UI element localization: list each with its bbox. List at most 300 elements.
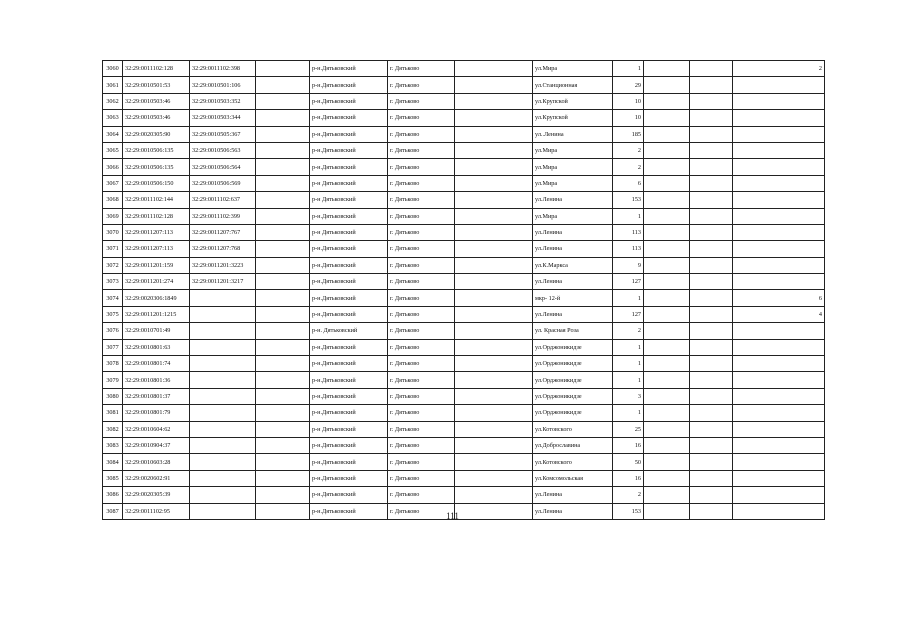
- cell-cadastral-number-2: 32:29:0011207:768: [190, 241, 256, 257]
- cell-district: р-н.Дятьковский: [310, 142, 388, 158]
- cell-blank-col: [256, 142, 310, 158]
- cell-blank-col-3: [644, 421, 690, 437]
- cell-blank-col-4: [690, 388, 733, 404]
- cell-blank-col-3: [644, 142, 690, 158]
- cell-apartment-number: 4: [733, 306, 825, 322]
- cell-city: г. Дятьково: [388, 405, 455, 421]
- cell-district: р-н.Дятьковский: [310, 110, 388, 126]
- cell-blank-col: [256, 126, 310, 142]
- cell-cadastral-number: 32:29:0020305:39: [123, 487, 190, 503]
- cell-blank-col-3: [644, 470, 690, 486]
- cell-apartment-number: [733, 241, 825, 257]
- cell-row-number: 3087: [103, 503, 123, 519]
- cell-blank-col: [256, 274, 310, 290]
- cell-blank-col: [256, 241, 310, 257]
- cell-district: р-н Дятьковский: [310, 192, 388, 208]
- cell-house-number: 113: [613, 241, 644, 257]
- cell-city: г. Дятьково: [388, 323, 455, 339]
- cell-blank-col-2: [455, 110, 533, 126]
- cell-blank-col-4: [690, 421, 733, 437]
- cell-blank-col-3: [644, 487, 690, 503]
- cell-district: р-н.Дятьковский: [310, 93, 388, 109]
- cell-cadastral-number: 32:29:0010801:74: [123, 356, 190, 372]
- cell-blank-col-3: [644, 372, 690, 388]
- cell-cadastral-number: 32:29:0010701:49: [123, 323, 190, 339]
- cell-house-number: 1: [613, 208, 644, 224]
- cell-house-number: 127: [613, 274, 644, 290]
- cell-blank-col-2: [455, 470, 533, 486]
- cell-blank-col: [256, 159, 310, 175]
- cell-apartment-number: [733, 93, 825, 109]
- table-row: [103, 290, 825, 306]
- cell-cadastral-number: 32:29:0010501:53: [123, 77, 190, 93]
- table-row: [103, 356, 825, 372]
- cell-cadastral-number: 32:29:0011102:95: [123, 503, 190, 519]
- cell-street: ул.Орджоникидзе: [533, 388, 613, 404]
- cell-blank-col-4: [690, 159, 733, 175]
- cell-blank-col-2: [455, 142, 533, 158]
- cell-blank-col-4: [690, 306, 733, 322]
- cell-blank-col: [256, 110, 310, 126]
- cell-blank-col-4: [690, 93, 733, 109]
- cell-blank-col: [256, 77, 310, 93]
- cell-district: р-н Дятьковский: [310, 421, 388, 437]
- cell-cadastral-number: 32:29:0010503:46: [123, 93, 190, 109]
- cell-blank-col-4: [690, 61, 733, 77]
- cell-cadastral-number: 32:29:0010503:46: [123, 110, 190, 126]
- cell-blank-col: [256, 421, 310, 437]
- cell-cadastral-number: 32:29:0010506:135: [123, 159, 190, 175]
- cell-blank-col: [256, 487, 310, 503]
- cell-blank-col-4: [690, 257, 733, 273]
- cell-cadastral-number: 32:29:0011201:1215: [123, 306, 190, 322]
- cell-blank-col-2: [455, 454, 533, 470]
- cell-cadastral-number: 32:29:0010603:28: [123, 454, 190, 470]
- register-table: [102, 60, 825, 520]
- cell-house-number: 1: [613, 339, 644, 355]
- cell-cadastral-number-2: 32:29:0010501:106: [190, 77, 256, 93]
- cell-cadastral-number: 32:29:0020306:1849: [123, 290, 190, 306]
- cell-apartment-number: 6: [733, 290, 825, 306]
- cell-district: р-н.Дятьковский: [310, 274, 388, 290]
- cell-blank-col-3: [644, 388, 690, 404]
- cell-apartment-number: [733, 257, 825, 273]
- cell-city: г. Дятьково: [388, 192, 455, 208]
- cell-street: ул.Орджоникидзе: [533, 356, 613, 372]
- cell-district: р-н.Дятьковский: [310, 208, 388, 224]
- cell-cadastral-number: 32:29:0010801:37: [123, 388, 190, 404]
- cell-cadastral-number-2: [190, 470, 256, 486]
- cell-cadastral-number-2: [190, 454, 256, 470]
- cell-house-number: 6: [613, 175, 644, 191]
- table-row: [103, 388, 825, 404]
- cell-street: ул.Ленина: [533, 487, 613, 503]
- cell-cadastral-number: 32:29:0010506:150: [123, 175, 190, 191]
- cell-row-number: 3081: [103, 405, 123, 421]
- cell-district: р-н.Дятьковский: [310, 503, 388, 519]
- cell-city: г. Дятьково: [388, 372, 455, 388]
- cell-house-number: 153: [613, 192, 644, 208]
- cell-city: г. Дятьково: [388, 77, 455, 93]
- cell-blank-col: [256, 372, 310, 388]
- table-row: [103, 208, 825, 224]
- cell-district: р-н.Дятьковский: [310, 356, 388, 372]
- cell-blank-col: [256, 208, 310, 224]
- cell-house-number: 29: [613, 77, 644, 93]
- cell-blank-col-2: [455, 388, 533, 404]
- cell-cadastral-number-2: [190, 405, 256, 421]
- cell-city: г. Дятьково: [388, 257, 455, 273]
- cell-blank-col-3: [644, 77, 690, 93]
- cell-cadastral-number-2: [190, 290, 256, 306]
- cell-blank-col-2: [455, 126, 533, 142]
- cell-apartment-number: [733, 208, 825, 224]
- cell-house-number: 153: [613, 503, 644, 519]
- table-row: [103, 192, 825, 208]
- cell-apartment-number: [733, 142, 825, 158]
- cell-city: г. Дятьково: [388, 339, 455, 355]
- cell-blank-col: [256, 192, 310, 208]
- cell-blank-col: [256, 93, 310, 109]
- table-row: [103, 437, 825, 453]
- cell-blank-col-4: [690, 175, 733, 191]
- cell-cadastral-number-2: [190, 356, 256, 372]
- cell-apartment-number: [733, 470, 825, 486]
- cell-street: ул.Мира: [533, 61, 613, 77]
- cell-house-number: 1: [613, 405, 644, 421]
- cell-row-number: 3067: [103, 175, 123, 191]
- cell-street: ул.К.Маркса: [533, 257, 613, 273]
- cell-house-number: 1: [613, 290, 644, 306]
- cell-street: ул.Котовского: [533, 454, 613, 470]
- cell-blank-col-2: [455, 77, 533, 93]
- cell-house-number: 1: [613, 372, 644, 388]
- cell-blank-col: [256, 388, 310, 404]
- table-row: [103, 159, 825, 175]
- cell-blank-col-4: [690, 274, 733, 290]
- cell-blank-col-3: [644, 159, 690, 175]
- cell-blank-col-2: [455, 339, 533, 355]
- cell-cadastral-number: 32:29:0020602:91: [123, 470, 190, 486]
- cell-blank-col-2: [455, 421, 533, 437]
- cell-row-number: 3066: [103, 159, 123, 175]
- cell-district: р-н Дятьковский: [310, 224, 388, 240]
- cell-street: ул.Ленина: [533, 274, 613, 290]
- cell-blank-col-2: [455, 257, 533, 273]
- cell-street: ул.Орджоникидзе: [533, 339, 613, 355]
- cell-city: г. Дятьково: [388, 388, 455, 404]
- cell-city: г. Дятьково: [388, 142, 455, 158]
- cell-apartment-number: [733, 356, 825, 372]
- cell-blank-col-3: [644, 356, 690, 372]
- cell-city: г. Дятьково: [388, 175, 455, 191]
- cell-blank-col-3: [644, 241, 690, 257]
- cell-blank-col-4: [690, 77, 733, 93]
- cell-blank-col-4: [690, 290, 733, 306]
- cell-city: г. Дятьково: [388, 290, 455, 306]
- cell-blank-col: [256, 224, 310, 240]
- cell-blank-col: [256, 175, 310, 191]
- cell-cadastral-number: 32:29:0011201:159: [123, 257, 190, 273]
- cell-street: ул.Орджоникидзе: [533, 405, 613, 421]
- cell-row-number: 3065: [103, 142, 123, 158]
- cell-blank-col-2: [455, 224, 533, 240]
- cell-row-number: 3063: [103, 110, 123, 126]
- table-row: [103, 61, 825, 77]
- cell-house-number: 2: [613, 323, 644, 339]
- cell-blank-col-2: [455, 208, 533, 224]
- cell-blank-col-2: [455, 192, 533, 208]
- cell-blank-col-3: [644, 224, 690, 240]
- cell-street: ул.Ленина: [533, 192, 613, 208]
- cell-apartment-number: [733, 405, 825, 421]
- cell-street: ул.Ленина: [533, 224, 613, 240]
- cell-row-number: 3082: [103, 421, 123, 437]
- cell-blank-col-4: [690, 224, 733, 240]
- cell-cadastral-number: 32:29:0011207:113: [123, 241, 190, 257]
- cell-row-number: 3076: [103, 323, 123, 339]
- table-row: [103, 142, 825, 158]
- cell-district: р-н.Дятьковский: [310, 339, 388, 355]
- cell-apartment-number: [733, 274, 825, 290]
- cell-blank-col-2: [455, 437, 533, 453]
- cell-district: р-н.Дятьковский: [310, 159, 388, 175]
- cell-district: р-н.Дятьковский: [310, 437, 388, 453]
- table-row: [103, 454, 825, 470]
- cell-apartment-number: [733, 323, 825, 339]
- cell-street: ул..Ленина: [533, 126, 613, 142]
- cell-house-number: 2: [613, 142, 644, 158]
- cell-blank-col-4: [690, 208, 733, 224]
- cell-apartment-number: [733, 175, 825, 191]
- cell-row-number: 3083: [103, 437, 123, 453]
- cell-row-number: 3073: [103, 274, 123, 290]
- cell-blank-col-2: [455, 290, 533, 306]
- cell-blank-col-4: [690, 126, 733, 142]
- cell-blank-col-2: [455, 274, 533, 290]
- cell-blank-col-4: [690, 339, 733, 355]
- cell-blank-col-3: [644, 61, 690, 77]
- cell-blank-col: [256, 323, 310, 339]
- cell-blank-col: [256, 405, 310, 421]
- cell-district: р-н Дятьковский: [310, 175, 388, 191]
- table-row: [103, 110, 825, 126]
- table-row: [103, 323, 825, 339]
- cell-cadastral-number: 32:29:0010801:36: [123, 372, 190, 388]
- cell-row-number: 3086: [103, 487, 123, 503]
- cell-apartment-number: [733, 77, 825, 93]
- cell-blank-col-2: [455, 356, 533, 372]
- table-row: [103, 224, 825, 240]
- cell-blank-col-4: [690, 323, 733, 339]
- table-row: [103, 487, 825, 503]
- cell-city: г. Дятьково: [388, 356, 455, 372]
- cell-cadastral-number: 32:29:0011201:274: [123, 274, 190, 290]
- cell-house-number: 1: [613, 356, 644, 372]
- cell-district: р-н.Дятьковский: [310, 257, 388, 273]
- cell-blank-col-4: [690, 470, 733, 486]
- cell-apartment-number: [733, 454, 825, 470]
- cell-district: р-н.Дятьковский: [310, 306, 388, 322]
- cell-row-number: 3072: [103, 257, 123, 273]
- cell-house-number: 25: [613, 421, 644, 437]
- cell-house-number: 185: [613, 126, 644, 142]
- cell-street: ул.Доброславина: [533, 437, 613, 453]
- table-row: [103, 175, 825, 191]
- cell-apartment-number: [733, 192, 825, 208]
- cell-district: р-н.Дятьковский: [310, 388, 388, 404]
- cell-city: г. Дятьково: [388, 208, 455, 224]
- cell-blank-col-4: [690, 437, 733, 453]
- cell-cadastral-number: 32:29:0010904:37: [123, 437, 190, 453]
- cell-blank-col-3: [644, 290, 690, 306]
- cell-street: ул.Крупской: [533, 93, 613, 109]
- cell-district: р-н. Дятьковский: [310, 323, 388, 339]
- cell-house-number: 9: [613, 257, 644, 273]
- cell-blank-col: [256, 290, 310, 306]
- table-row: [103, 372, 825, 388]
- cell-cadastral-number-2: 32:29:0011102:399: [190, 208, 256, 224]
- cell-apartment-number: [733, 487, 825, 503]
- cell-house-number: 10: [613, 110, 644, 126]
- cell-blank-col: [256, 454, 310, 470]
- cell-blank-col-2: [455, 372, 533, 388]
- cell-street: ул.Ленина: [533, 503, 613, 519]
- cell-street: ул.Ленина: [533, 306, 613, 322]
- cell-cadastral-number-2: 32:29:0010505:367: [190, 126, 256, 142]
- cell-cadastral-number: 32:29:0011102:128: [123, 61, 190, 77]
- cell-blank-col-4: [690, 192, 733, 208]
- cell-apartment-number: [733, 339, 825, 355]
- cell-blank-col-2: [455, 61, 533, 77]
- cell-apartment-number: [733, 421, 825, 437]
- cell-row-number: 3068: [103, 192, 123, 208]
- cell-apartment-number: [733, 388, 825, 404]
- cell-cadastral-number-2: [190, 339, 256, 355]
- cell-blank-col: [256, 257, 310, 273]
- cell-blank-col-3: [644, 454, 690, 470]
- cell-cadastral-number: 32:29:0010801:79: [123, 405, 190, 421]
- cell-district: р-н.Дятьковский: [310, 290, 388, 306]
- cell-house-number: 16: [613, 437, 644, 453]
- cell-cadastral-number-2: [190, 487, 256, 503]
- cell-street: ул.Ленина: [533, 241, 613, 257]
- cell-city: г. Дятьково: [388, 241, 455, 257]
- cell-district: р-н.Дятьковский: [310, 241, 388, 257]
- cell-cadastral-number-2: [190, 323, 256, 339]
- cell-blank-col-4: [690, 372, 733, 388]
- cell-row-number: 3079: [103, 372, 123, 388]
- cell-row-number: 3060: [103, 61, 123, 77]
- cell-house-number: 2: [613, 159, 644, 175]
- cell-row-number: 3080: [103, 388, 123, 404]
- cell-blank-col-3: [644, 257, 690, 273]
- cell-cadastral-number-2: [190, 421, 256, 437]
- cell-row-number: 3074: [103, 290, 123, 306]
- cell-cadastral-number-2: [190, 372, 256, 388]
- cell-house-number: 113: [613, 224, 644, 240]
- cell-city: г. Дятьково: [388, 126, 455, 142]
- cell-city: г. Дятьково: [388, 421, 455, 437]
- cell-row-number: 3071: [103, 241, 123, 257]
- cell-city: г. Дятьково: [388, 224, 455, 240]
- cell-blank-col-4: [690, 110, 733, 126]
- cell-house-number: 50: [613, 454, 644, 470]
- cell-blank-col-3: [644, 192, 690, 208]
- cell-city: г. Дятьково: [388, 454, 455, 470]
- cell-district: р-н.Дятьковский: [310, 454, 388, 470]
- page-number: 111: [446, 511, 459, 521]
- table-row: [103, 339, 825, 355]
- cell-street: ул.Мира: [533, 159, 613, 175]
- cell-cadastral-number-2: 32:29:0010506:569: [190, 175, 256, 191]
- cell-blank-col-4: [690, 454, 733, 470]
- cell-row-number: 3075: [103, 306, 123, 322]
- cell-row-number: 3062: [103, 93, 123, 109]
- table-row: [103, 126, 825, 142]
- cell-blank-col-2: [455, 159, 533, 175]
- cell-street: мкр- 12-й: [533, 290, 613, 306]
- cell-cadastral-number-2: 32:29:0011102:398: [190, 61, 256, 77]
- cell-apartment-number: 2: [733, 61, 825, 77]
- cell-district: р-н.Дятьковский: [310, 61, 388, 77]
- cell-blank-col-3: [644, 274, 690, 290]
- cell-city: г. Дятьково: [388, 159, 455, 175]
- cell-city: г. Дятьково: [388, 274, 455, 290]
- cell-apartment-number: [733, 224, 825, 240]
- cell-cadastral-number: 32:29:0010506:135: [123, 142, 190, 158]
- cell-blank-col-3: [644, 339, 690, 355]
- cell-street: ул.Станционная: [533, 77, 613, 93]
- table-row: [103, 421, 825, 437]
- cell-city: г. Дятьково: [388, 437, 455, 453]
- cell-cadastral-number-2: [190, 306, 256, 322]
- cell-cadastral-number: 32:29:0011102:144: [123, 192, 190, 208]
- cell-row-number: 3064: [103, 126, 123, 142]
- cell-blank-col: [256, 306, 310, 322]
- cell-blank-col-3: [644, 306, 690, 322]
- cell-apartment-number: [733, 437, 825, 453]
- cell-blank-col-3: [644, 208, 690, 224]
- cell-cadastral-number: 32:29:0011102:128: [123, 208, 190, 224]
- cell-city: г. Дятьково: [388, 503, 455, 519]
- table-row: [103, 77, 825, 93]
- cell-city: г. Дятьково: [388, 61, 455, 77]
- cell-row-number: 3077: [103, 339, 123, 355]
- cell-district: р-н.Дятьковский: [310, 77, 388, 93]
- cell-blank-col-2: [455, 175, 533, 191]
- cell-city: г. Дятьково: [388, 93, 455, 109]
- cell-cadastral-number-2: 32:29:0011102:637: [190, 192, 256, 208]
- cell-blank-col-2: [455, 487, 533, 503]
- cell-cadastral-number: 32:29:0011207:113: [123, 224, 190, 240]
- cell-district: р-н.Дятьковский: [310, 126, 388, 142]
- cell-row-number: 3084: [103, 454, 123, 470]
- cell-street: ул.Мира: [533, 208, 613, 224]
- cell-street: ул.Комсомольская: [533, 470, 613, 486]
- cell-cadastral-number-2: 32:29:0010503:352: [190, 93, 256, 109]
- table-row: [103, 306, 825, 322]
- cell-row-number: 3061: [103, 77, 123, 93]
- cell-district: р-н.Дятьковский: [310, 405, 388, 421]
- table-row: [103, 470, 825, 486]
- cell-city: г. Дятьково: [388, 306, 455, 322]
- cell-blank-col: [256, 470, 310, 486]
- cell-blank-col-4: [690, 405, 733, 421]
- cell-apartment-number: [733, 110, 825, 126]
- cell-cadastral-number-2: [190, 388, 256, 404]
- cell-blank-col-4: [690, 241, 733, 257]
